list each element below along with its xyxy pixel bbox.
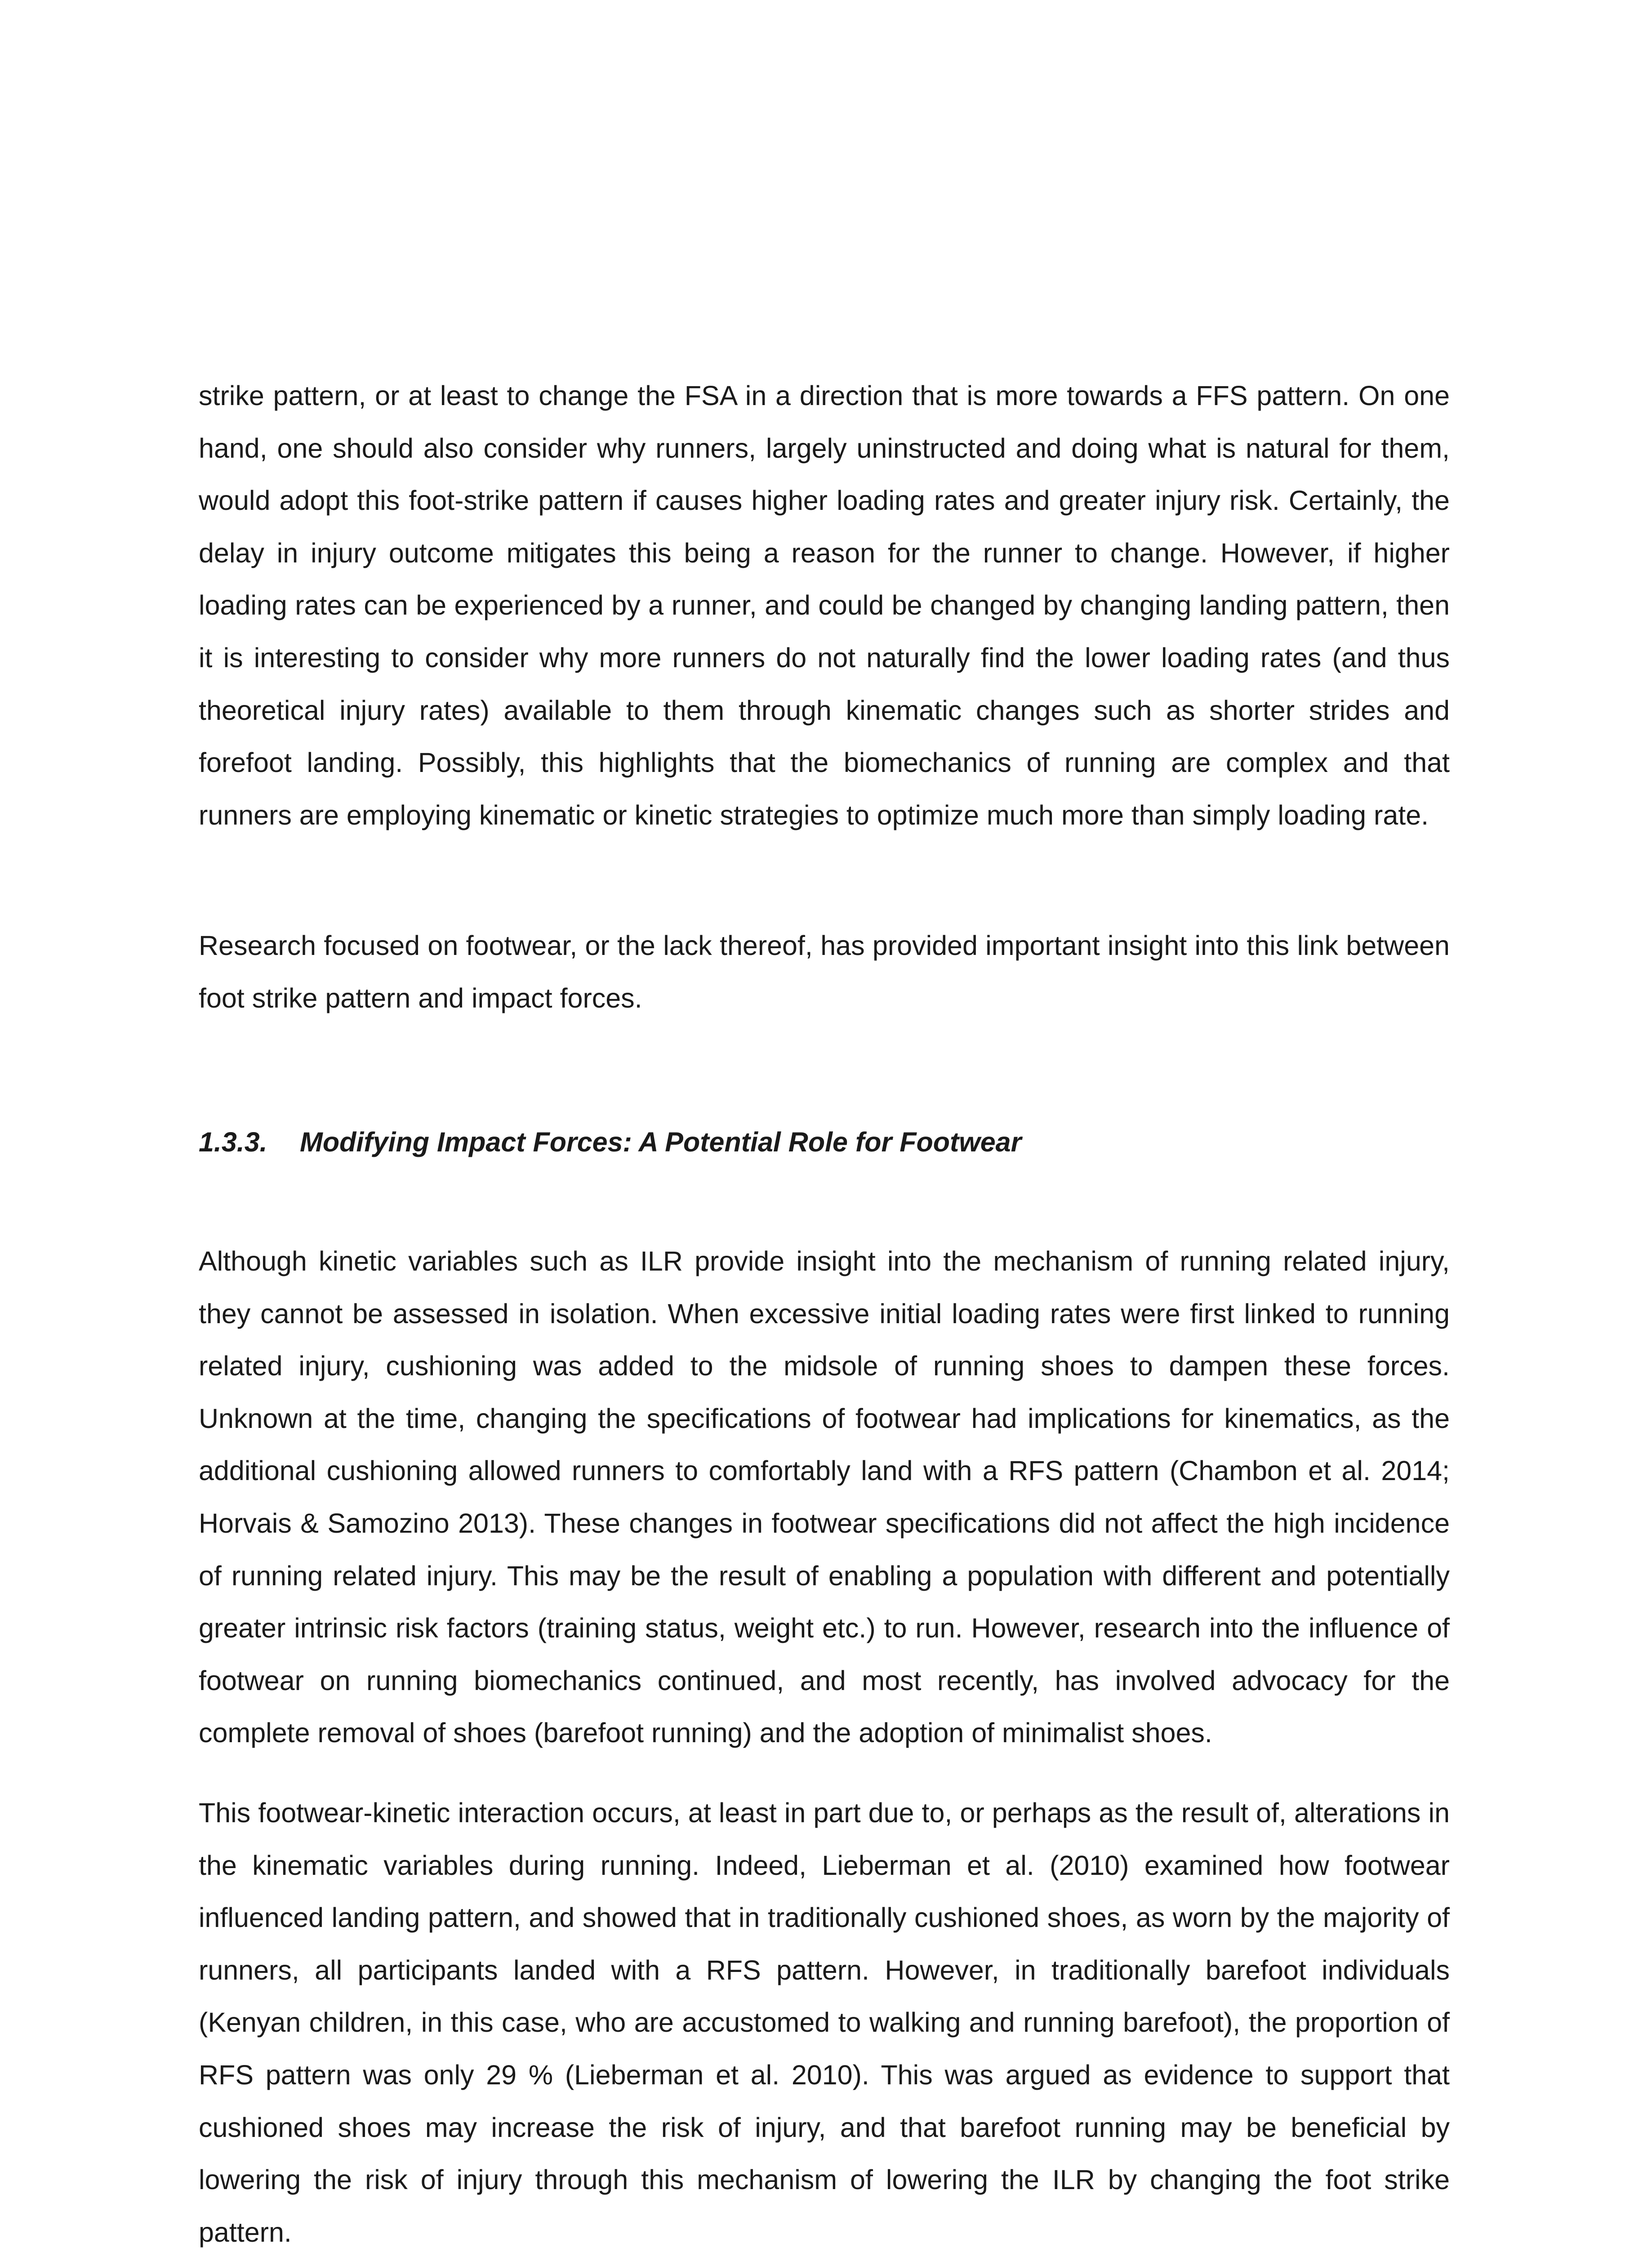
paragraph-foot-strike-pattern: strike pattern, or at least to change the FSA in a direction that is more towards a FFS pattern. On one hand, one should also consider why runners, largely uninstructed and doing what is natural for them, would adopt this foot-strike pattern if causes higher loading rates and greater injury risk. Certainly, the delay in injury outcome mitigates this being a reason for the runner to change. However, if higher loading rates can be experienced by a runner, and could be changed by changing landing pattern, then it is interesting to consider why more runners do not naturally find the lower loading rates (and thus theoretical injury rates) available to them through kinematic changes such as shorter strides and forefoot landing. Possibly, this highlights that the biomechanics of running are complex and that runners are employing kinematic or kinetic strategies to optimize much more than simply loading rate. — [199, 380, 1450, 830]
paragraph-footwear-kinetic-interaction: This footwear-kinetic interaction occurs, at least in part due to, or perhaps as the result of, alterations in the kinematic variables during running. Indeed, Lieberman et al. (2010) examined how footwear influenced landing pattern, and showed that in traditionally cushioned shoes, as worn by the majority of runners, all participants landed with a RFS pattern. However, in traditionally barefoot individuals (Kenyan children, in this case, who are accustomed to walking and running barefoot), the proportion of RFS pattern was only 29 % (Lieberman et al. 2010). This was argued as evidence to support that cushioned shoes may increase the risk of injury, and that barefoot running may be beneficial by lowering the risk of injury through this mechanism of lowering the ILR by changing the foot strike pattern. — [199, 1798, 1450, 2248]
paragraph-kinetic-variables: Although kinetic variables such as ILR provide insight into the mechanism of running related injury, they cannot be assessed in isolation. When excessive initial loading rates were first linked to running related injury, cushioning was added to the midsole of running shoes to dampen these forces. Unknown at the time, changing the specifications of footwear had implications for kinematics, as the additional cushioning allowed runners to comfortably land with a RFS pattern (Chambon et al. 2014; Horvais & Samozino 2013). These changes in footwear specifications did not affect the high incidence of running related injury. This may be the result of enabling a population with different and potentially greater intrinsic risk factors (training status, weight etc.) to run. However, research into the influence of footwear on running biomechanics continued, and most recently, has involved advocacy for the complete removal of shoes (barefoot running) and the adoption of minimalist shoes. — [199, 1246, 1450, 1748]
section-number: 1.3.3. — [199, 1127, 267, 1157]
section-heading — [199, 1116, 1021, 1168]
section-title: Modifying Impact Forces: A Potential Role for Footwear — [300, 1127, 1022, 1157]
paragraph-footwear-research: Research focused on footwear, or the lack thereof, has provided important insight into this link between foot strike pattern and impact forces. — [199, 930, 1450, 1013]
